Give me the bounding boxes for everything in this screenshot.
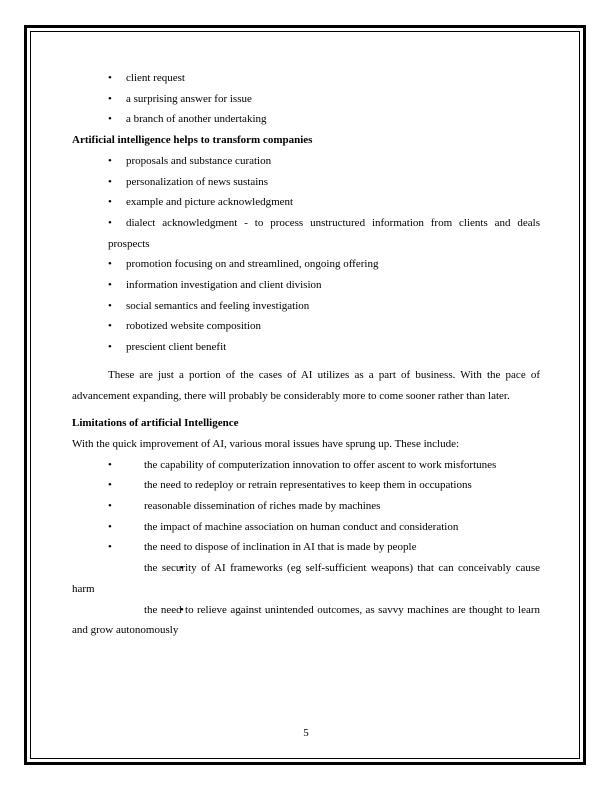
list-item: • client request [72,68,540,89]
section-heading-limitations: Limitations of artificial Intelligence [72,417,239,430]
document-body [72,68,540,641]
list-item: • the need to relieve against unintended outcomes, as savvy machines are thought to learn and grow autonomously [72,600,540,641]
list-item: • reasonable dissemination of riches made by machines [72,496,540,517]
list-item: • example and picture acknowledgment [72,192,540,213]
list-item: • the impact of machine association on human conduct and consideration [72,517,540,538]
body-paragraph: These are just a portion of the cases of AI utilizes as a part of business. With the pace of advancement expanding, there will probably be considerably more to come sooner rather than later. [72,368,540,402]
list-item: • information investigation and client division [72,275,540,296]
list-item: • the security of AI frameworks (eg self-sufficient weapons) that can conceivably cause harm [72,558,540,599]
list-item: • personalization of news sustains [72,172,540,193]
list-item: • the need to dispose of inclination in AI that is made by people [72,537,540,558]
section-intro: With the quick improvement of AI, various moral issues have sprung up. These include: [72,437,460,450]
list-item: • promotion focusing on and streamlined, ongoing offering [72,254,540,275]
list-item: • the need to redeploy or retrain representatives to keep them in occupations [72,475,540,496]
section-heading-transform: Artificial intelligence helps to transform companies [72,134,313,147]
list-item: • dialect acknowledgment - to process unstructured information from clients and deals prospects [72,213,540,254]
list-item: • a branch of another undertaking [72,109,540,130]
list-item: • robotized website composition [72,316,540,337]
page-number: 5 [303,727,309,739]
list-item: • social semantics and feeling investigation [72,296,540,317]
list-item: • a surprising answer for issue [72,89,540,110]
list-item: • the capability of computerization innovation to offer ascent to work misfortunes [72,455,540,476]
list-item: • proposals and substance curation [72,151,540,172]
list-item: • prescient client benefit [72,337,540,358]
